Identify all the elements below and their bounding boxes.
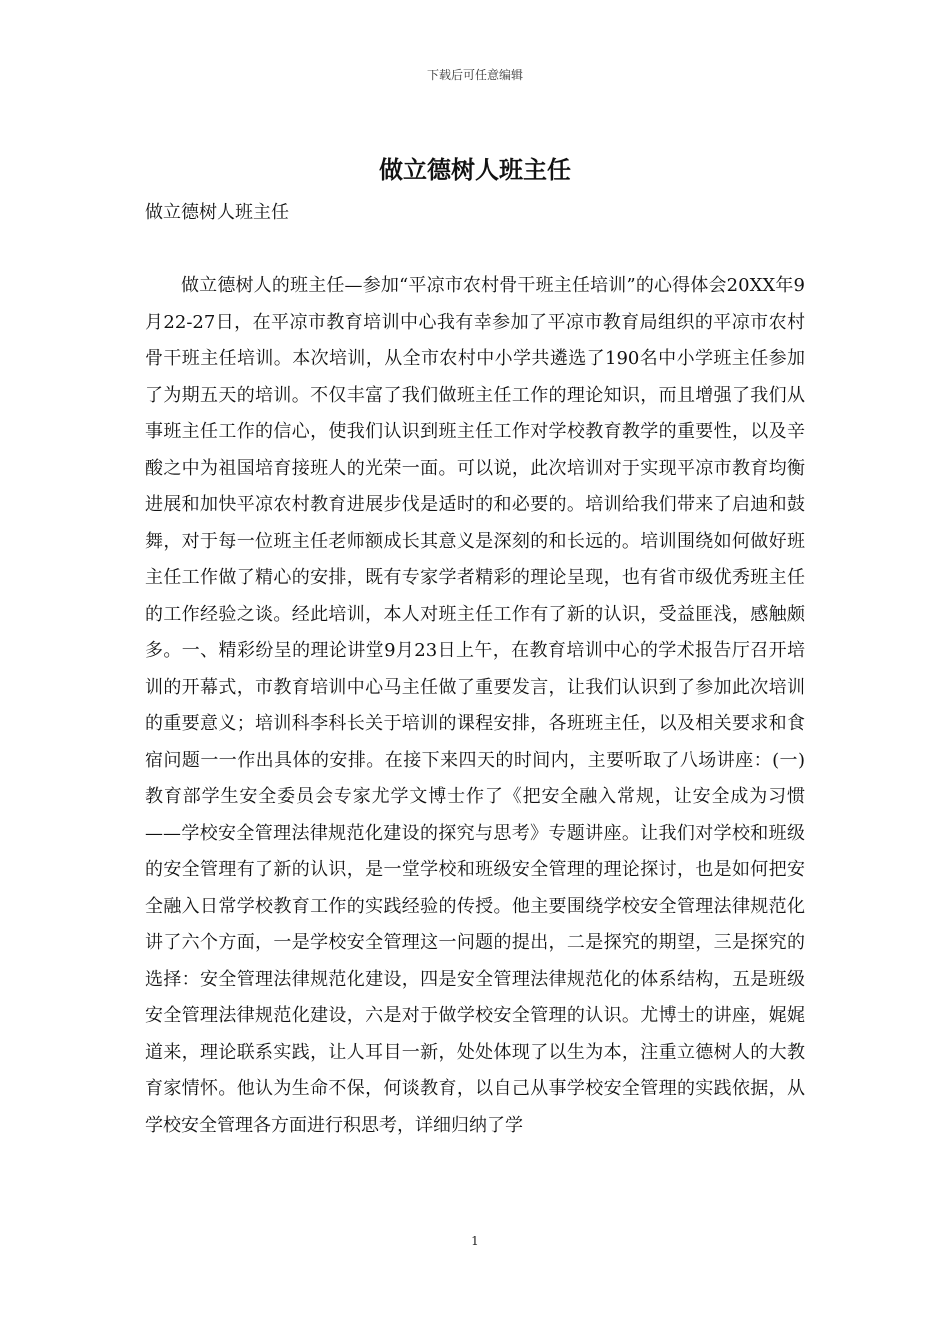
header-note: 下载后可任意编辑 xyxy=(426,68,523,82)
page-number: 1 xyxy=(471,1234,479,1248)
document-title: 做立德树人班主任 xyxy=(379,155,571,184)
document-subtitle: 做立德树人班主任 xyxy=(145,202,289,223)
body-paragraph: 做立德树人的班主任—参加“平凉市农村骨干班主任培训”的心得体会20XX年9月22-27日，在平凉市教育培训中心我有幸参加了平凉市教育局组织的平凉市农村骨干班主任培训。本次培训，从全市农村中小学共遴选了190名中小学班主任参加了为期五天的培训。不仅丰富了我们做班主任工作的理论知识，而且增强了我们从事班主任工作的信心，使我们认识到班主任工作对学校教育教学的重要性，以及辛酸之中为祖国培育接班人的光荣一面。可以说，此次培训对于实现平凉市教育均衡进展和加快平凉农村教育进展步伐是适时的和必要的。培训给我们带来了启迪和鼓舞，对于每一位班主任老师额成长其意义是深刻的和长远的。培训围绕如何做好班主任工作做了精心的安排，既有专家学者精彩的理论呈现，也有省市级优秀班主任的工作经验之谈。经此培训，本人对班主任工作有了新的认识，受益匪浅，感触颇多。一、精彩纷呈的理论讲堂9月23日上午，在教育培训中心的学术报告厅召开培训的开幕式，市教育培训中心马主任做了重要发言，让我们认识到了参加此次培训的重要意义；培训科李科长关于培训的课程安排，各班班主任，以及相关要求和食宿问题一一作出具体的安排。在接下来四天的时间内，主要听取了八场讲座：(一)教育部学生安全委员会专家尤学文博士作了《把安全融入常规，让安全成为习惯——学校安全管理法律规范化建设的探究与思考》专题讲座。让我们对学校和班级的安全管理有了新的认识，是一堂学校和班级安全管理的理论探讨，也是如何把安全融入日常学校教育工作的实践经验的传授。他主要围绕学校安全管理法律规范化讲了六个方面，一是学校安全管理这一问题的提出，二是探究的期望，三是探究的选择：安全管理法律规范化建设，四是安全管理法律规范化的体系结构，五是班级安全管理法律规范化建设，六是对于做学校安全管理的认识。尤博士的讲座，娓娓道来，理论联系实践，让人耳目一新，处处体现了以生为本，注重立德树人的大教育家情怀。他认为生命不保，何谈教育，以自己从事学校安全管理的实践依据，从学校安全管理各方面进行积思考，详细归纳了学 xyxy=(145,275,805,1136)
